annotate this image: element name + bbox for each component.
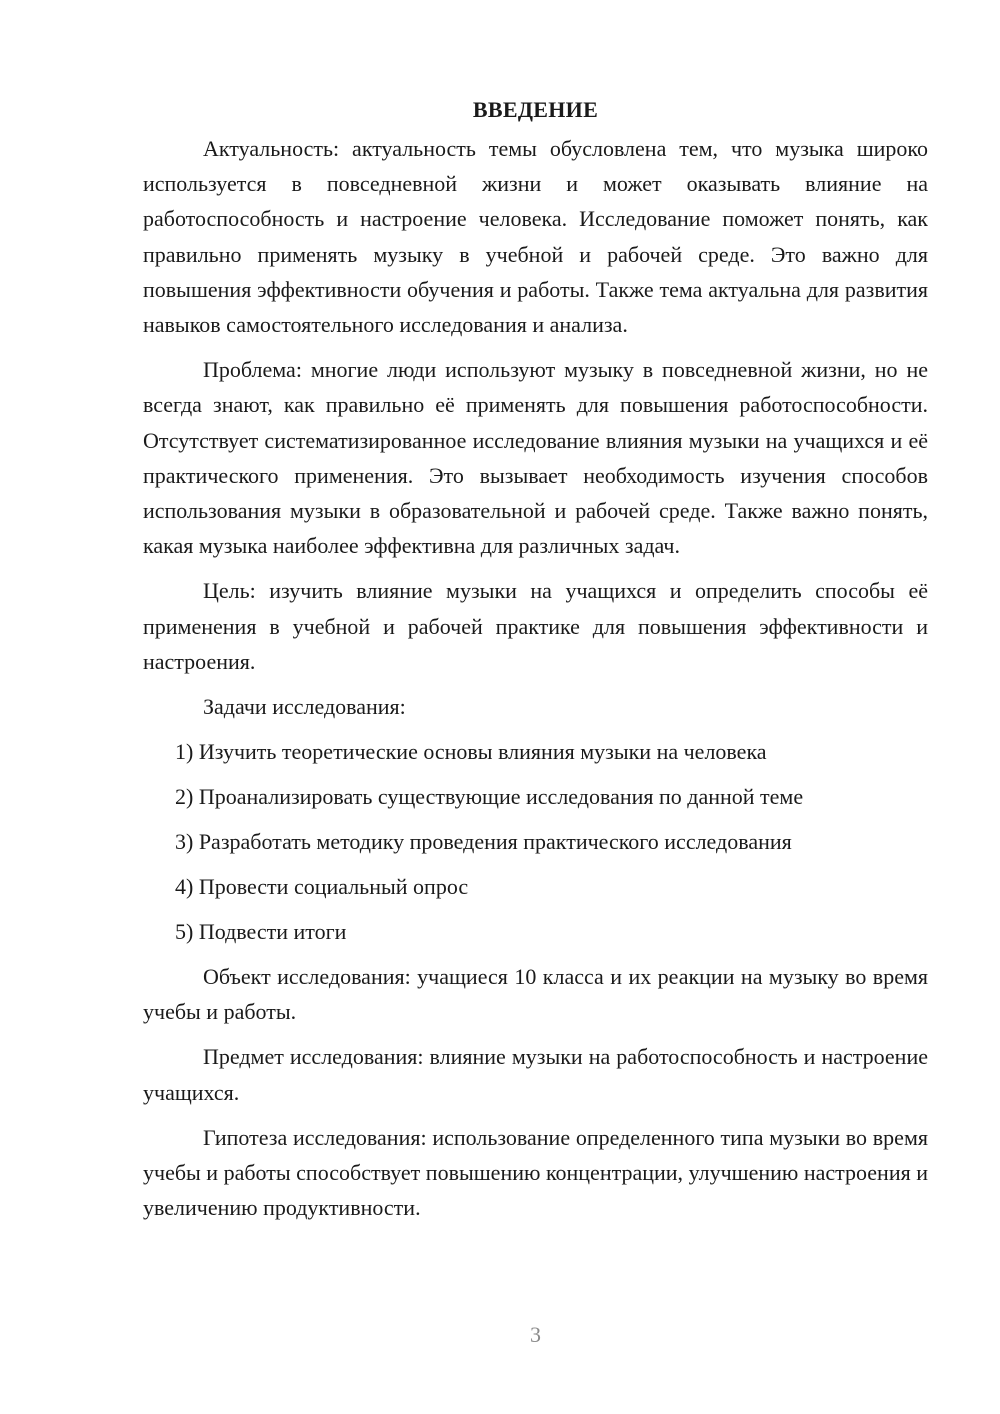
document-page [143, 92, 928, 1235]
paragraph-object: Объект исследования: учащиеся 10 класса и их реакции на музыку во время учебы и работы. [143, 964, 928, 1025]
page-number: 3 [530, 1322, 541, 1347]
section-title: ВВЕДЕНИЕ [472, 97, 599, 122]
tasks-list [143, 734, 928, 949]
tasks-heading: Задачи исследования: [203, 694, 406, 720]
list-item: 4) Провести социальный опрос [175, 874, 469, 900]
paragraph-goal: Цель: изучить влияние музыки на учащихся и определить способы её применения в учебной и рабочей практике для повышения эффективности и настроения. [143, 578, 928, 674]
list-item: 1) Изучить теоретические основы влияния музыки на человека [175, 739, 767, 765]
paragraph-subject: Предмет исследования: влияние музыки на работоспособность и настроение учащихся. [143, 1044, 928, 1105]
list-item: 5) Подвести итоги [175, 919, 347, 945]
paragraph-hypothesis: Гипотеза исследования: использование определенного типа музыки во время учебы и работы способствует повышению концентрации, улучшению настроения и увеличению продуктивности. [143, 1124, 928, 1221]
paragraph-problem: Проблема: многие люди используют музыку в повседневной жизни, но не всегда знают, как правильно её применять для повышения работоспособности. Отсутствует систематизированное исследование влияния музыки на учащихся и её практического применения. Это вызывает необходимость изучения способов использования музыки в образовательной и рабочей среде. Также важно понять, какая музыка наиболее эффективна для различных задач. [143, 357, 928, 559]
list-item: 3) Разработать методику проведения практического исследования [175, 829, 792, 855]
list-item: 2) Проанализировать существующие исследования по данной теме [175, 784, 804, 810]
paragraph-relevance: Актуальность: актуальность темы обусловлена тем, что музыка широко используется в повседневной жизни и может оказывать влияние на работоспособность и настроение человека. Исследование поможет понять, как правильно применять музыку в учебной и рабочей среде. Это важно для повышения эффективности обучения и работы. Также тема актуальна для развития навыков самостоятельного исследования и анализа. [143, 136, 928, 338]
